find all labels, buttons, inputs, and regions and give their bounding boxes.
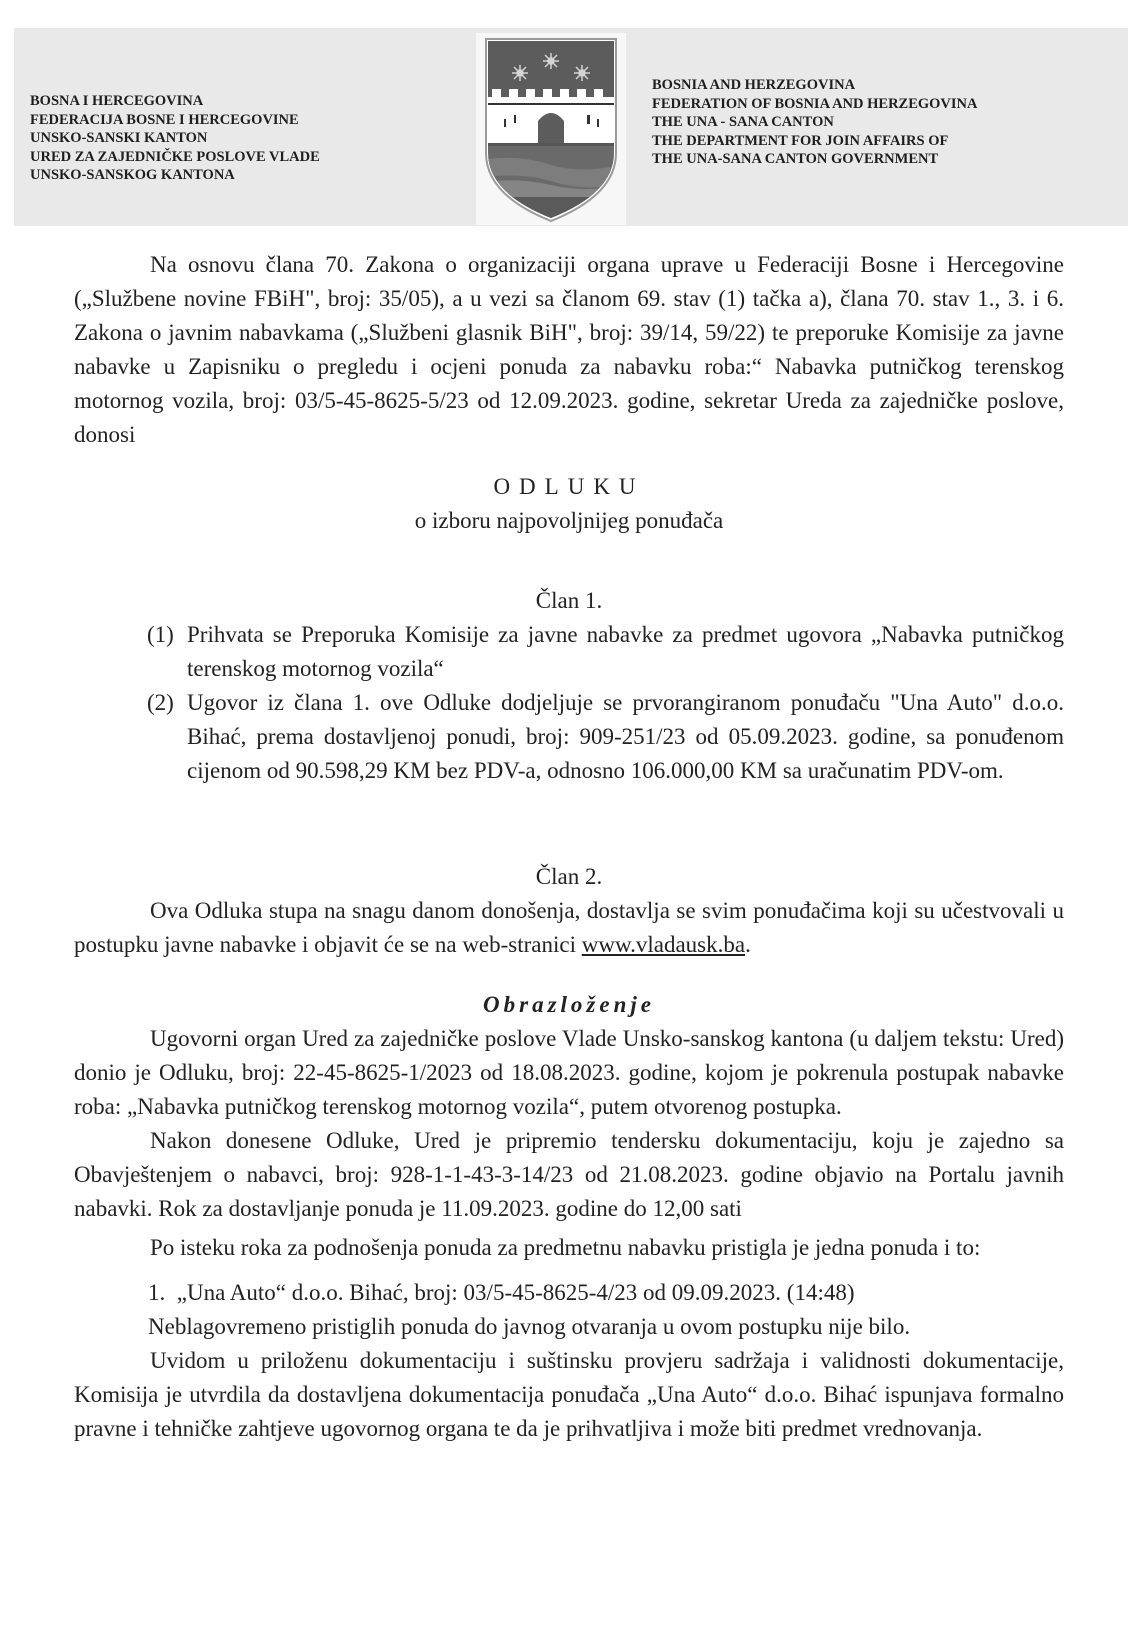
decision-title: ODLUKU [493,474,645,499]
letterhead-left-line: URED ZA ZAJEDNIČKE POSLOVE VLADE [30,148,320,165]
letterhead-left-block [30,92,320,185]
letterhead-right-block [652,76,978,169]
article-paragraph [74,894,1064,962]
article-2 [74,860,1064,962]
article-text: Ova Odluka stupa na snagu danom donošenja, dostavlja se svim ponuđačima koji su učestvovali u postupku javne nabavke i objavit će se na web-stranici [74,898,1064,957]
letterhead-right-line: BOSNIA AND HERZEGOVINA [652,77,856,93]
decision-title-block [74,470,1064,538]
decision-subtitle: o izboru najpovoljnijeg ponuđača [414,508,724,533]
letterhead-right-line: THE UNA - SANA CANTON [652,114,834,130]
letterhead-left-line: FEDERACIJA BOSNE I HERCEGOVINE [30,111,299,128]
article-heading: Član 2. [535,864,603,889]
article-item-number: (2) [147,690,174,715]
reasoning-paragraph: Ugovorni organ Ured za zajedničke poslove Vlade Unsko-sanskog kantona (u daljem tekstu: Ured) donio je Odluku, broj: 22-45-8625-1/2023 od 18.08.2023. godine, kojom je pokrenula postupak nabavke roba: „Nabavka putničkog terenskog motornog vozila“, putem otvorenog postupka. [74,1026,1064,1119]
coat-of-arms-icon [476,33,626,225]
article-item-number: (1) [147,622,174,647]
article-1 [74,584,1064,788]
letterhead-right-line: FEDERATION OF BOSNIA AND HERZEGOVINA [652,95,978,112]
bid-number: 1. [148,1280,166,1305]
reasoning-section [74,988,1064,1446]
preamble-paragraph: Na osnovu člana 70. Zakona o organizaciji organa uprave u Federaciji Bosne i Hercegovine („Službene novine FBiH", broj: 35/05), a u vezi sa članom 69. stav (1) tačka a), člana 70. stav 1., 3. i 6. Zakona o javnim nabavkama („Službeni glasnik BiH", broj: 39/14, 59/22) te preporuke Komisije za javne nabavke u Zapisniku o pregledu i ocjeni ponuda za nabavku roba:“ Nabavka putničkog terenskog motornog vozila, broj: 03/5-45-8625-5/23 od 12.09.2023. godine, sekretar Ureda za zajedničke poslove, donosi [74,252,1064,447]
website-link[interactable]: www.vladausk.ba [581,932,746,957]
letterhead-right-line: THE UNA-SANA CANTON GOVERNMENT [652,151,939,167]
letterhead-left-line: UNSKO-SANSKOG KANTONA [30,167,235,183]
letterhead-left-line: UNSKO-SANSKI KANTON [30,130,208,146]
letterhead-right-line: THE DEPARTMENT FOR JOIN AFFAIRS OF [652,132,949,149]
late-bids-note: Neblagovremeno pristiglih ponuda do javnog otvaranja u ovom postupku nije bilo. [148,1314,911,1339]
article-heading: Član 1. [535,588,603,613]
article-item [74,686,1064,788]
article-item [74,618,1064,686]
article-item-text: Prihvata se Preporuka Komisije za javne nabavke za predmet ugovora „Nabavka putničkog terenskog motornog vozila“ [187,622,1064,681]
reasoning-paragraph: Nakon donesene Odluke, Ured je pripremio tendersku dokumentaciju, koju je zajedno sa Obavještenjem o nabavci, broj: 928-1-1-43-3-14/23 od 21.08.2023. godine objavio na Portalu javnih nabavki. Rok za dostavljanje ponuda je 11.09.2023. godine do 12,00 sati [74,1128,1064,1221]
reasoning-final-paragraph: Uvidom u priloženu dokumentaciju i suštinsku provjeru sadržaja i validnosti dokumentacije, Komisija je utvrdila da dostavljena dokumentacija ponuđača „Una Auto“ d.o.o. Bihać ispunjava formalno pravne i tehničke zahtjeve ugovornog organa te da je prihvatljiva i može biti predmet vrednovanja. [74,1348,1064,1441]
preamble-section [74,248,1064,452]
reasoning-paragraph: Po isteku roka za podnošenja ponuda za predmetnu nabavku pristigla je jedna ponuda i to: [150,1235,981,1260]
article-text-end: . [745,932,751,957]
article-item-text: Ugovor iz člana 1. ove Odluke dodjeljuje se prvorangiranom ponuđaču "Una Auto" d.o.o. Bihać, prema dostavljenoj ponudi, broj: 909-251/23 od 05.09.2023. godine, sa ponuđenom cijenom od 90.598,29 KM bez PDV-a, odnosno 106.000,00 KM sa uračunatim PDV-om. [187,690,1064,783]
bid-list-item [148,1276,1064,1310]
bid-text: „Una Auto“ d.o.o. Bihać, broj: 03/5-45-8625-4/23 od 09.09.2023. (14:48) [176,1280,855,1305]
reasoning-heading: Obrazloženje [483,992,655,1017]
letterhead-left-line: BOSNA I HERCEGOVINA [30,93,204,109]
bid-list [74,1276,1064,1344]
